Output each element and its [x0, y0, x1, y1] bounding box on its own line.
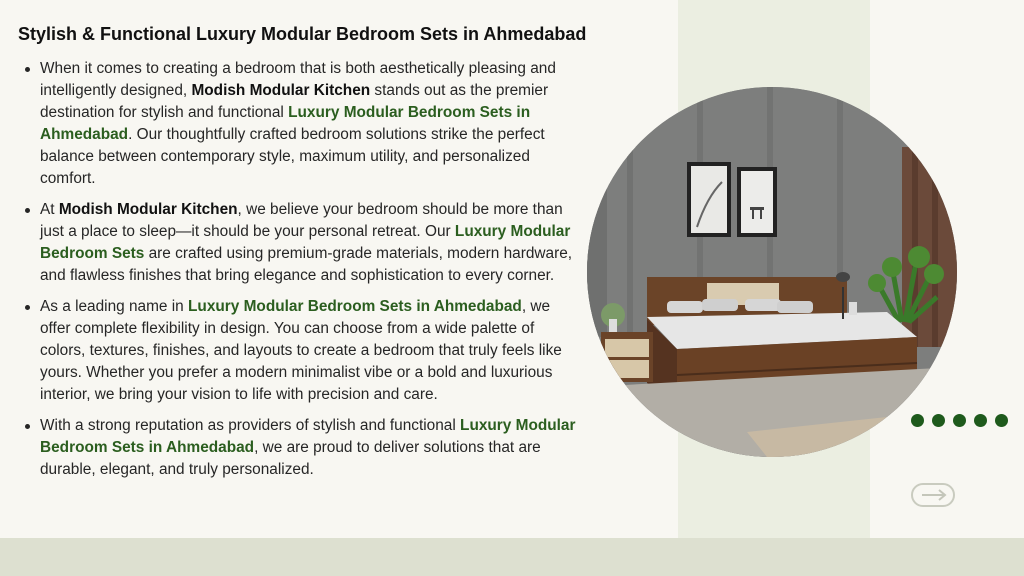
carousel-dot[interactable] [911, 414, 924, 427]
body-text: are crafted using premium-grade materials, modern hardware, and flawless finishes that bring elegance and sophistication to every corner. [40, 245, 573, 284]
body-text: , we offer complete flexibility in design. You can choose from a wide palette of colors, textures, finishes, and layouts to create a bedroom that truly feels like yours. Whether you prefer a modern minimalist vibe or a bold and luxurious interior, we bring your vision to life with precision and care. [40, 298, 562, 403]
carousel-dot[interactable] [953, 414, 966, 427]
arrow-right-icon [913, 485, 953, 505]
carousel-dots [911, 414, 1008, 427]
highlight-link-text: Luxury Modular Bedroom Sets [40, 223, 571, 262]
body-text: , we are proud to deliver solutions that are durable, elegant, and truly personalized. [40, 439, 541, 478]
page-title: Stylish & Functional Luxury Modular Bedroom Sets in Ahmedabad [18, 24, 587, 44]
brand-name-text: Modish Modular Kitchen [58, 201, 238, 218]
carousel-dot[interactable] [995, 414, 1008, 427]
body-text: With a strong reputation as providers of stylish and functional [40, 417, 461, 434]
body-text: At [40, 201, 59, 218]
bullet-item [22, 296, 578, 406]
bullet-item [22, 199, 578, 287]
highlight-link-text: Luxury Modular Bedroom Sets in Ahmedabad [188, 298, 522, 315]
highlight-link-text: Luxury Modular Bedroom Sets in Ahmedabad [40, 417, 576, 456]
next-button[interactable] [911, 483, 955, 507]
bedroom-photo [587, 87, 957, 457]
bottom-band [0, 538, 1024, 576]
carousel-dot[interactable] [974, 414, 987, 427]
body-text: , we believe your bedroom should be more than just a place to sleep—it should be your personal retreat. Our [40, 201, 563, 240]
highlight-link-text: Luxury Modular Bedroom Sets in Ahmedabad [40, 104, 531, 143]
body-text: When it comes to creating a bedroom that is both aesthetically pleasing and intelligently designed, [40, 60, 556, 99]
bullet-list [22, 58, 578, 490]
bullet-item [22, 415, 578, 481]
carousel-dot[interactable] [932, 414, 945, 427]
body-text: As a leading name in [40, 298, 189, 315]
brand-name-text: Modish Modular Kitchen [191, 82, 371, 99]
body-text: stands out as the premier destination for stylish and functional [40, 82, 549, 121]
bullet-item [22, 58, 578, 190]
body-text: . Our thoughtfully crafted bedroom solutions strike the perfect balance between contemporary style, maximum utility, and personalized comfort. [40, 126, 545, 187]
